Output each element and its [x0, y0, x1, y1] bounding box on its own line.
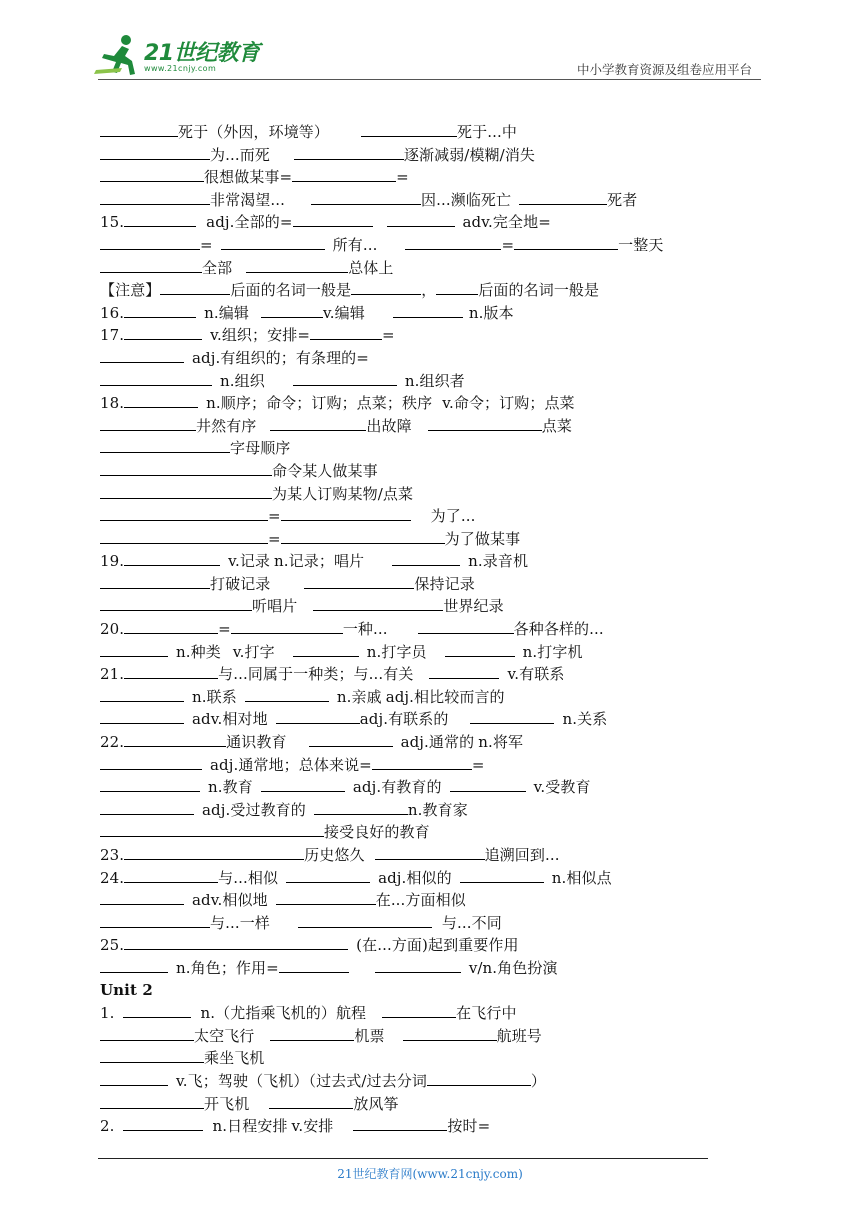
worksheet-line — [100, 572, 720, 595]
worksheet-line — [100, 594, 720, 617]
answer-blank[interactable] — [100, 346, 184, 363]
answer-blank[interactable] — [100, 753, 202, 770]
worksheet-line — [100, 798, 720, 821]
answer-blank[interactable] — [245, 685, 329, 702]
line-text: n.种类 — [176, 642, 221, 661]
answer-blank[interactable] — [124, 210, 196, 227]
line-text: n.日程安排 — [212, 1117, 288, 1136]
answer-blank[interactable] — [100, 1024, 194, 1041]
line-text: v.飞；驾驶（飞机）（过去式/过去分词 — [176, 1071, 427, 1090]
line-text: 死于（外因，环境等） — [178, 123, 330, 141]
worksheet-line — [100, 1114, 720, 1137]
answer-blank[interactable] — [100, 1092, 204, 1109]
answer-blank[interactable] — [124, 730, 226, 747]
line-text: 保持记录 — [414, 574, 475, 593]
answer-blank[interactable] — [269, 1092, 353, 1109]
worksheet-line — [100, 323, 720, 346]
line-text: n.（尤指乘飞机的）航程 — [200, 1004, 367, 1023]
line-text: 航班号 — [496, 1026, 542, 1045]
line-text: 字母顺序 — [230, 439, 291, 458]
line-text: 因...濒临死亡 — [421, 190, 512, 209]
answer-blank[interactable] — [519, 188, 607, 205]
answer-blank[interactable] — [392, 549, 460, 566]
line-text: 后面的名词一般是 — [230, 281, 352, 300]
answer-blank[interactable] — [450, 775, 526, 792]
line-text: 世界纪录 — [443, 597, 504, 616]
answer-blank[interactable] — [100, 911, 210, 928]
answer-blank[interactable] — [286, 866, 370, 883]
line-text: 25. — [100, 936, 125, 955]
answer-blank[interactable] — [261, 775, 345, 792]
worksheet-line — [100, 753, 720, 776]
worksheet-line — [100, 459, 720, 482]
answer-blank[interactable] — [351, 278, 421, 295]
answer-blank[interactable] — [100, 820, 324, 837]
worksheet-line — [100, 820, 720, 843]
line-text: n.打字机 — [522, 642, 583, 661]
line-text: n.教育家 — [407, 800, 468, 819]
line-text: 死者 — [607, 190, 638, 209]
site-logo — [92, 32, 262, 78]
line-text: 通识教育 — [226, 733, 287, 752]
answer-blank[interactable] — [100, 459, 272, 476]
answer-blank[interactable] — [100, 1069, 168, 1086]
line-text: 19. — [100, 552, 125, 571]
answer-blank[interactable] — [276, 707, 360, 724]
answer-blank[interactable] — [261, 301, 323, 318]
line-text: n.组织 — [220, 371, 265, 390]
answer-blank[interactable] — [100, 775, 200, 792]
answer-blank[interactable] — [393, 301, 463, 318]
answer-blank[interactable] — [276, 888, 376, 905]
worksheet-line — [100, 1024, 720, 1047]
answer-blank[interactable] — [427, 1069, 531, 1086]
answer-blank[interactable] — [124, 933, 348, 950]
line-text: 与...一样 — [210, 913, 270, 932]
line-text: = — [200, 235, 213, 254]
line-text: (在...方面)起到重要作用 — [356, 936, 519, 955]
answer-blank[interactable] — [100, 120, 178, 137]
answer-blank[interactable] — [100, 798, 194, 815]
worksheet-line — [100, 1001, 720, 1024]
answer-blank[interactable] — [100, 256, 202, 273]
worksheet-line — [100, 256, 720, 279]
line-text: 23. — [100, 846, 125, 864]
line-text: n.教育 — [208, 778, 253, 797]
answer-blank[interactable] — [304, 572, 414, 589]
line-text: 死于...中 — [457, 123, 517, 141]
answer-blank[interactable] — [382, 1001, 456, 1018]
answer-blank[interactable] — [123, 1001, 191, 1018]
answer-blank[interactable] — [294, 143, 404, 160]
answer-blank[interactable] — [124, 617, 218, 634]
line-text: 22. — [100, 733, 125, 752]
answer-blank[interactable] — [436, 278, 478, 295]
answer-blank[interactable] — [124, 549, 220, 566]
answer-blank[interactable] — [429, 662, 499, 679]
line-text: v.记录 — [228, 552, 271, 571]
worksheet-line — [100, 120, 720, 143]
line-text: 20. — [100, 620, 125, 639]
line-text: v.有联系 — [507, 665, 565, 684]
line-text: n.关系 — [562, 710, 608, 729]
line-text: n.相似点 — [551, 868, 612, 887]
answer-blank[interactable] — [100, 572, 210, 589]
answer-blank[interactable] — [100, 685, 184, 702]
answer-blank[interactable] — [460, 866, 544, 883]
answer-blank[interactable] — [514, 233, 618, 250]
worksheet-line — [100, 843, 720, 866]
answer-blank[interactable] — [292, 165, 396, 182]
line-text: n.录音机 — [468, 552, 529, 571]
worksheet-line — [100, 482, 720, 505]
line-text: = — [382, 326, 395, 345]
answer-blank[interactable] — [281, 504, 411, 521]
answer-blank[interactable] — [100, 640, 168, 657]
answer-blank[interactable] — [375, 843, 485, 860]
line-text: n.组织者 — [404, 371, 465, 390]
line-text: 乘坐飞机 — [204, 1049, 265, 1068]
answer-blank[interactable] — [100, 436, 230, 453]
line-text: 总体上 — [348, 258, 394, 277]
line-text: adj.相似的 — [378, 868, 452, 887]
line-text: 命令某人做某事 — [272, 461, 378, 480]
line-text: 点菜 — [541, 416, 572, 435]
worksheet-line — [100, 414, 720, 437]
worksheet-line — [100, 233, 720, 256]
answer-blank[interactable] — [123, 1114, 203, 1131]
answer-blank[interactable] — [309, 730, 393, 747]
line-text: adj.受过教育的 — [202, 800, 306, 819]
line-text: 非常渴望... — [210, 190, 286, 209]
worksheet-line — [100, 165, 720, 188]
worksheet-line — [100, 775, 720, 798]
line-text: 太空飞行 — [194, 1026, 255, 1045]
line-text: 在...方面相似 — [375, 891, 466, 910]
footer-text: 21世纪教育网(www.21cnjy.com) — [337, 1167, 523, 1181]
answer-blank[interactable] — [445, 640, 515, 657]
line-text: 所有... — [332, 235, 378, 254]
line-text: 为了... — [430, 507, 476, 526]
answer-blank[interactable] — [310, 323, 382, 340]
line-text: v.受教育 — [533, 778, 591, 797]
line-text: 1. — [100, 1004, 115, 1023]
worksheet-line — [100, 1046, 720, 1069]
answer-blank[interactable] — [270, 1024, 354, 1041]
worksheet-line — [100, 549, 720, 572]
answer-blank[interactable] — [100, 188, 210, 205]
answer-blank[interactable] — [100, 888, 184, 905]
worksheet-line — [100, 346, 720, 369]
line-text: 追溯回到... — [484, 846, 560, 864]
line-text: v/n.角色扮演 — [468, 958, 558, 977]
line-text: 接受良好的教育 — [324, 823, 430, 842]
line-text: adj.相比较而言的 — [385, 687, 505, 706]
line-text: v.组织；安排= — [210, 326, 310, 345]
line-text: 为了做某事 — [444, 529, 521, 548]
worksheet-line — [100, 956, 720, 979]
line-text: 开飞机 — [204, 1094, 250, 1113]
answer-blank[interactable] — [313, 594, 443, 611]
header-divider — [98, 79, 761, 80]
line-text: = — [268, 529, 281, 548]
line-text: adj.通常的 — [400, 733, 475, 752]
line-text: 16. — [100, 303, 125, 322]
line-text: n.顺序；命令；订购；点菜；秩序 — [206, 394, 433, 413]
line-text: = — [396, 168, 409, 187]
answer-blank[interactable] — [293, 210, 373, 227]
answer-blank[interactable] — [279, 956, 349, 973]
answer-blank[interactable] — [100, 956, 168, 973]
line-text: n.将军 — [478, 733, 524, 752]
line-text: 为...而死 — [210, 145, 270, 164]
worksheet-line — [100, 391, 720, 414]
line-text: 机票 — [354, 1026, 385, 1045]
line-text: v.编辑 — [323, 303, 365, 322]
line-text: adj.有组织的；有条理的= — [192, 348, 369, 367]
line-text: = — [268, 507, 281, 526]
answer-blank[interactable] — [100, 143, 210, 160]
worksheet-line — [100, 617, 720, 640]
worksheet-line — [100, 301, 720, 324]
worksheet-line — [100, 210, 720, 233]
line-text: 与...同属于一种类；与...有关 — [218, 665, 414, 684]
answer-blank[interactable] — [100, 233, 200, 250]
worksheet-line — [100, 707, 720, 730]
line-text: adv.相对地 — [192, 710, 268, 729]
line-text: 一整天 — [618, 235, 664, 254]
answer-blank[interactable] — [353, 1114, 447, 1131]
line-text: n.打字员 — [366, 642, 427, 661]
answer-blank[interactable] — [100, 482, 272, 499]
worksheet-line — [100, 1069, 720, 1092]
logo-text: 21世纪教育 — [144, 41, 260, 66]
answer-blank[interactable] — [298, 911, 432, 928]
answer-blank[interactable] — [428, 414, 542, 431]
line-text: adj.有教育的 — [352, 778, 442, 797]
answer-blank[interactable] — [387, 210, 455, 227]
answer-blank[interactable] — [124, 391, 198, 408]
line-text: n.版本 — [468, 303, 514, 322]
line-text: 打破记录 — [210, 574, 271, 593]
worksheet-line — [100, 640, 720, 663]
site-slogan: 中小学教育资源及组卷应用平台 — [576, 62, 752, 77]
answer-blank[interactable] — [160, 278, 230, 295]
answer-blank[interactable] — [124, 866, 218, 883]
line-text: n.记录；唱片 — [274, 552, 365, 571]
answer-blank[interactable] — [100, 369, 212, 386]
answer-blank[interactable] — [124, 843, 304, 860]
line-text: n.联系 — [192, 687, 237, 706]
answer-blank[interactable] — [470, 707, 554, 724]
runner-icon — [92, 32, 144, 78]
footer-divider — [98, 1158, 708, 1159]
line-text: 井然有序 — [196, 416, 257, 435]
worksheet-line — [100, 143, 720, 166]
line-text: 历史悠久 — [304, 846, 365, 864]
worksheet-line — [100, 504, 720, 527]
line-text: 各种各样的... — [513, 620, 604, 639]
line-text: 逐渐减弱/模糊/消失 — [403, 145, 536, 164]
worksheet-line — [100, 278, 720, 301]
line-text: n.编辑 — [204, 303, 249, 322]
line-text: 18. — [100, 394, 125, 413]
line-text: 出故障 — [366, 416, 412, 435]
worksheet-line — [100, 527, 720, 550]
line-text: adv.完全地= — [462, 213, 551, 232]
line-text: 按时= — [447, 1117, 491, 1136]
line-text: 15. — [100, 213, 125, 232]
answer-blank[interactable] — [403, 1024, 497, 1041]
answer-blank[interactable] — [405, 233, 501, 250]
answer-blank[interactable] — [418, 617, 514, 634]
answer-blank[interactable] — [100, 1046, 204, 1063]
answer-blank[interactable] — [293, 640, 359, 657]
answer-blank[interactable] — [100, 594, 252, 611]
answer-blank[interactable] — [281, 527, 445, 544]
line-text: adv.相似地 — [192, 891, 268, 910]
answer-blank[interactable] — [270, 414, 366, 431]
worksheet-line — [100, 188, 720, 211]
answer-blank[interactable] — [372, 753, 472, 770]
line-text: 【注意】 — [100, 281, 161, 300]
line-text: n.角色；作用= — [176, 958, 279, 977]
line-text: 放风筝 — [353, 1094, 399, 1113]
answer-blank[interactable] — [100, 504, 268, 521]
answer-blank[interactable] — [100, 165, 204, 182]
answer-blank[interactable] — [221, 233, 325, 250]
answer-blank[interactable] — [231, 617, 343, 634]
line-text: v.命令；订购；点菜 — [442, 394, 575, 413]
line-text: = — [218, 620, 231, 639]
line-text: 与...相似 — [218, 868, 279, 887]
answer-blank[interactable] — [124, 323, 202, 340]
answer-blank[interactable] — [100, 414, 196, 431]
answer-blank[interactable] — [246, 256, 348, 273]
line-text: ， — [421, 281, 437, 300]
answer-blank[interactable] — [124, 662, 218, 679]
line-text: n.亲戚 — [336, 687, 382, 706]
line-text: 一种... — [342, 620, 388, 639]
worksheet-line — [100, 685, 720, 708]
logo-url: www.21cnjy.com — [144, 64, 217, 73]
line-text: = — [501, 235, 515, 254]
worksheet-line — [100, 369, 720, 392]
line-text: 为某人订购某物/点菜 — [272, 484, 414, 503]
line-text: 2. — [100, 1117, 115, 1136]
answer-blank[interactable] — [361, 120, 457, 137]
line-text: 24. — [100, 868, 125, 887]
line-text: ） — [530, 1071, 547, 1090]
worksheet-line — [100, 436, 720, 459]
line-text: adj.通常地；总体来说= — [210, 755, 372, 774]
line-text: 17. — [100, 326, 125, 345]
line-text: 听唱片 — [252, 597, 298, 616]
worksheet-line — [100, 730, 720, 753]
worksheet-line — [100, 888, 720, 911]
line-text: 很想做某事= — [204, 168, 293, 187]
worksheet-line — [100, 979, 720, 1002]
answer-blank[interactable] — [311, 188, 421, 205]
answer-blank[interactable] — [314, 798, 408, 815]
worksheet-line — [100, 1092, 720, 1115]
answer-blank[interactable] — [375, 956, 461, 973]
line-text: 在飞行中 — [456, 1004, 517, 1023]
answer-blank[interactable] — [124, 301, 196, 318]
worksheet-line — [100, 933, 720, 956]
line-text: 全部 — [202, 258, 233, 277]
worksheet-body — [100, 120, 720, 1137]
line-text: adj.有联系的 — [359, 710, 449, 729]
worksheet-line — [100, 866, 720, 889]
line-text: 后面的名词一般是 — [478, 281, 600, 300]
answer-blank[interactable] — [293, 369, 397, 386]
worksheet-line — [100, 911, 720, 934]
line-text: 与...不同 — [441, 913, 502, 932]
line-text: = — [471, 755, 485, 774]
answer-blank[interactable] — [100, 707, 184, 724]
line-text: v.打字 — [232, 642, 275, 661]
line-text: v.安排 — [291, 1117, 334, 1136]
worksheet-line — [100, 662, 720, 685]
line-text: Unit 2 — [100, 980, 153, 999]
line-text: adj.全部的= — [206, 213, 293, 232]
page-header — [0, 0, 860, 84]
line-text: 21. — [100, 665, 125, 684]
answer-blank[interactable] — [100, 527, 268, 544]
